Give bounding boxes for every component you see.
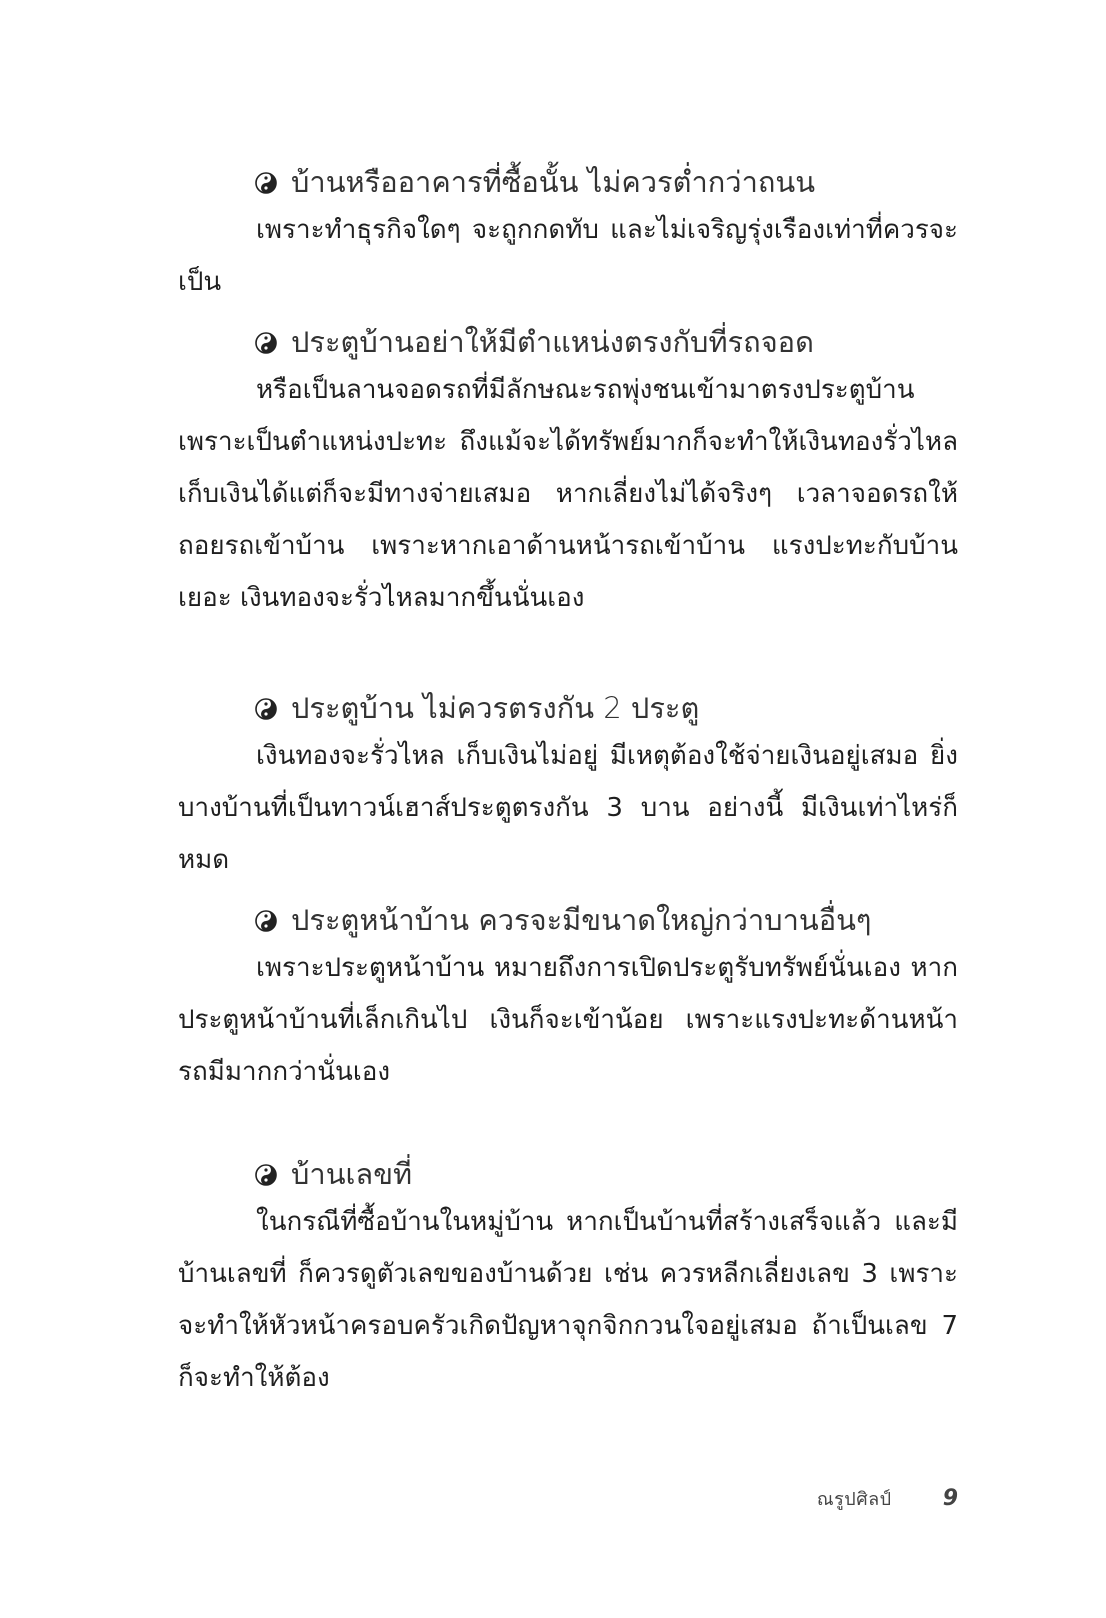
yin-yang-icon [255, 172, 277, 194]
section-heading [178, 686, 958, 730]
page-footer [817, 1484, 958, 1513]
page-number: 9 [942, 1486, 958, 1511]
section-heading-text: บ้านหรืออาคารที่ซื้อนั้น ไม่ควรต่ำกว่าถนน [291, 165, 816, 199]
section-2 [178, 320, 958, 624]
section-heading [178, 320, 958, 364]
section-heading-text: ประตูบ้าน ไม่ควรตรงกัน 2 ประตู [291, 691, 700, 725]
section-5 [178, 1152, 958, 1404]
section-body: เพราะทำธุรกิจใดๆ จะถูกกดทับ และไม่เจริญรุ่งเรืองเท่าที่ควรจะเป็น [178, 215, 958, 297]
section-3 [178, 686, 958, 886]
section-body: ในกรณีที่ซื้อบ้านในหมู่บ้าน หากเป็นบ้านที่สร้างเสร็จแล้ว และมีบ้านเลขที่ ก็ควรดูตัวเลขของบ้านด้วย เช่น ควรหลีกเลี่ยงเลข 3 เพราะจะทำให้หัวหน้าครอบครัวเกิดปัญหาจุกจิกกวนใจอยู่เสมอ ถ้าเป็นเลข 7 ก็จะทำให้ต้อง [178, 1207, 958, 1393]
section-heading [178, 1152, 958, 1196]
section-body: เพราะประตูหน้าบ้าน หมายถึงการเปิดประตูรับทรัพย์นั่นเอง หากประตูหน้าบ้านที่เล็กเกินไป เงินก็จะเข้าน้อย เพราะแรงปะทะด้านหน้ารถมีมากกว่านั่นเอง [178, 953, 958, 1087]
section-heading-text: บ้านเลขที่ [291, 1157, 413, 1191]
section-heading-text: ประตูหน้าบ้าน ควรจะมีขนาดใหญ่กว่าบานอื่นๆ [291, 903, 872, 937]
publisher-name: ณรูปศิลป์ [816, 1489, 892, 1510]
section-heading [178, 160, 958, 204]
section-heading-text: ประตูบ้านอย่าให้มีตำแหน่งตรงกับที่รถจอด [291, 325, 814, 359]
section-body: เงินทองจะรั่วไหล เก็บเงินไม่อยู่ มีเหตุต้องใช้จ่ายเงินอยู่เสมอ ยิ่งบางบ้านที่เป็นทาวน์เฮาส์ประตูตรงกัน 3 บาน อย่างนี้ มีเงินเท่าไหร่ก็หมด [178, 741, 958, 875]
yin-yang-icon [255, 1164, 277, 1186]
yin-yang-icon [255, 698, 277, 720]
yin-yang-icon [255, 332, 277, 354]
section-heading [178, 898, 958, 942]
section-body: หรือเป็นลานจอดรถที่มีลักษณะรถพุ่งชนเข้ามาตรงประตูบ้าน เพราะเป็นตำแหน่งปะทะ ถึงแม้จะได้ทรัพย์มากก็จะทำให้เงินทองรั่วไหล เก็บเงินได้แต่ก็จะมีทางจ่ายเสมอ หากเลี่ยงไม่ได้จริงๆ เวลาจอดรถให้ถอยรถเข้าบ้าน เพราะหากเอาด้านหน้ารถเข้าบ้าน แรงปะทะกับบ้านเยอะ เงินทองจะรั่วไหลมากขึ้นนั่นเอง [178, 375, 958, 613]
yin-yang-icon [255, 910, 277, 932]
section-4 [178, 898, 958, 1098]
section-1 [178, 160, 958, 308]
